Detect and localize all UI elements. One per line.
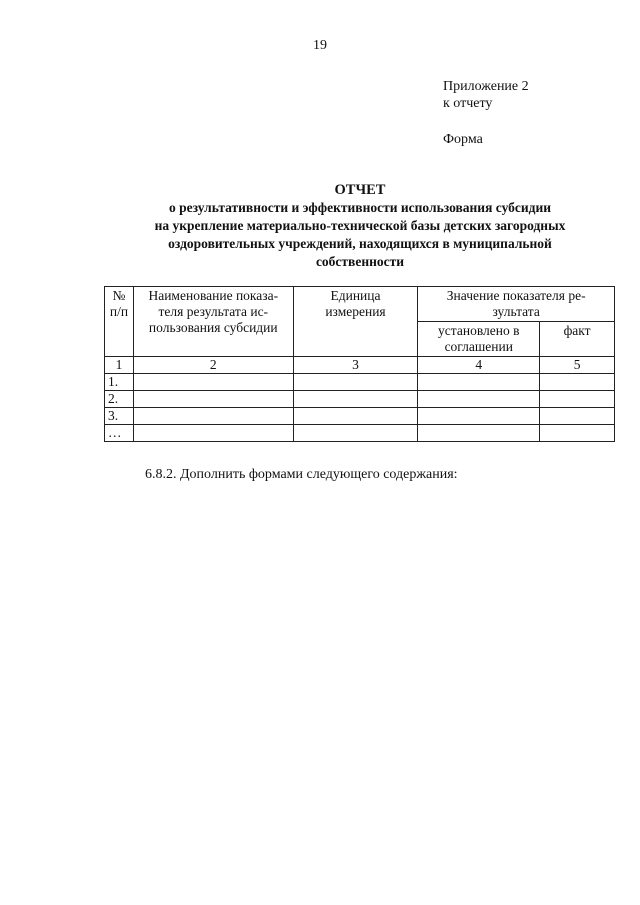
form-label: Форма bbox=[443, 132, 483, 147]
header-indicator-line-1: Наименование показа- bbox=[148, 288, 279, 303]
title-line-2: на укрепление материально-технической базы детских загородных bbox=[154, 218, 566, 233]
row-number: 2. bbox=[105, 391, 134, 408]
column-number: 5 bbox=[540, 357, 615, 374]
table-cell bbox=[293, 425, 418, 442]
table-header-row bbox=[105, 287, 615, 322]
table-row bbox=[105, 425, 615, 442]
table-cell bbox=[540, 408, 615, 425]
report-title bbox=[110, 181, 610, 271]
title-line-4: собственности bbox=[315, 254, 405, 269]
header-number-line-1: № bbox=[112, 288, 126, 303]
table-cell bbox=[133, 374, 293, 391]
table-cell bbox=[293, 374, 418, 391]
header-actual: факт bbox=[540, 322, 615, 357]
row-number: 3. bbox=[105, 408, 134, 425]
table-row bbox=[105, 391, 615, 408]
table-cell bbox=[418, 374, 540, 391]
table-cell bbox=[540, 391, 615, 408]
table-cell bbox=[418, 408, 540, 425]
header-number-line-2: п/п bbox=[109, 304, 129, 319]
table-cell bbox=[133, 408, 293, 425]
amendment-text: 6.8.2. Дополнить формами следующего содержания: bbox=[145, 467, 458, 482]
appendix-note bbox=[443, 78, 529, 112]
table-cell bbox=[418, 425, 540, 442]
title-line-3: оздоровительных учреждений, находящихся в муниципальной bbox=[168, 236, 552, 251]
header-number bbox=[105, 287, 134, 357]
appendix-line-1: Приложение 2 bbox=[443, 79, 529, 94]
header-planned-line-1: установлено в bbox=[438, 323, 520, 338]
appendix-line-2: к отчету bbox=[443, 96, 493, 111]
header-value-line-2: зультата bbox=[492, 304, 540, 319]
row-number: 1. bbox=[105, 374, 134, 391]
column-number: 1 bbox=[105, 357, 134, 374]
column-number: 2 bbox=[133, 357, 293, 374]
title-line-1: о результативности и эффективности использования субсидии bbox=[168, 200, 552, 215]
column-number: 3 bbox=[293, 357, 418, 374]
header-unit-line-2: измерения bbox=[325, 304, 386, 319]
header-value-line-1: Значение показателя ре- bbox=[446, 288, 586, 303]
table-cell bbox=[293, 408, 418, 425]
table-cell bbox=[133, 425, 293, 442]
header-indicator-line-2: теля результата ис- bbox=[158, 304, 269, 319]
header-value bbox=[418, 287, 615, 322]
header-unit-line-1: Единица bbox=[330, 288, 381, 303]
column-number: 4 bbox=[418, 357, 540, 374]
page-number: 19 bbox=[313, 38, 327, 53]
table-cell bbox=[133, 391, 293, 408]
table-cell bbox=[540, 374, 615, 391]
header-planned-line-2: соглашении bbox=[444, 339, 513, 354]
header-indicator-line-3: пользования субсидии bbox=[148, 320, 278, 335]
report-table bbox=[104, 286, 615, 442]
table-row bbox=[105, 408, 615, 425]
table-cell bbox=[540, 425, 615, 442]
header-unit bbox=[293, 287, 418, 357]
table-cell bbox=[418, 391, 540, 408]
row-number: … bbox=[105, 425, 134, 442]
header-indicator-name bbox=[133, 287, 293, 357]
title-main: ОТЧЕТ bbox=[334, 182, 386, 198]
table-cell bbox=[293, 391, 418, 408]
table-row bbox=[105, 374, 615, 391]
header-planned bbox=[418, 322, 540, 357]
column-number-row bbox=[105, 357, 615, 374]
